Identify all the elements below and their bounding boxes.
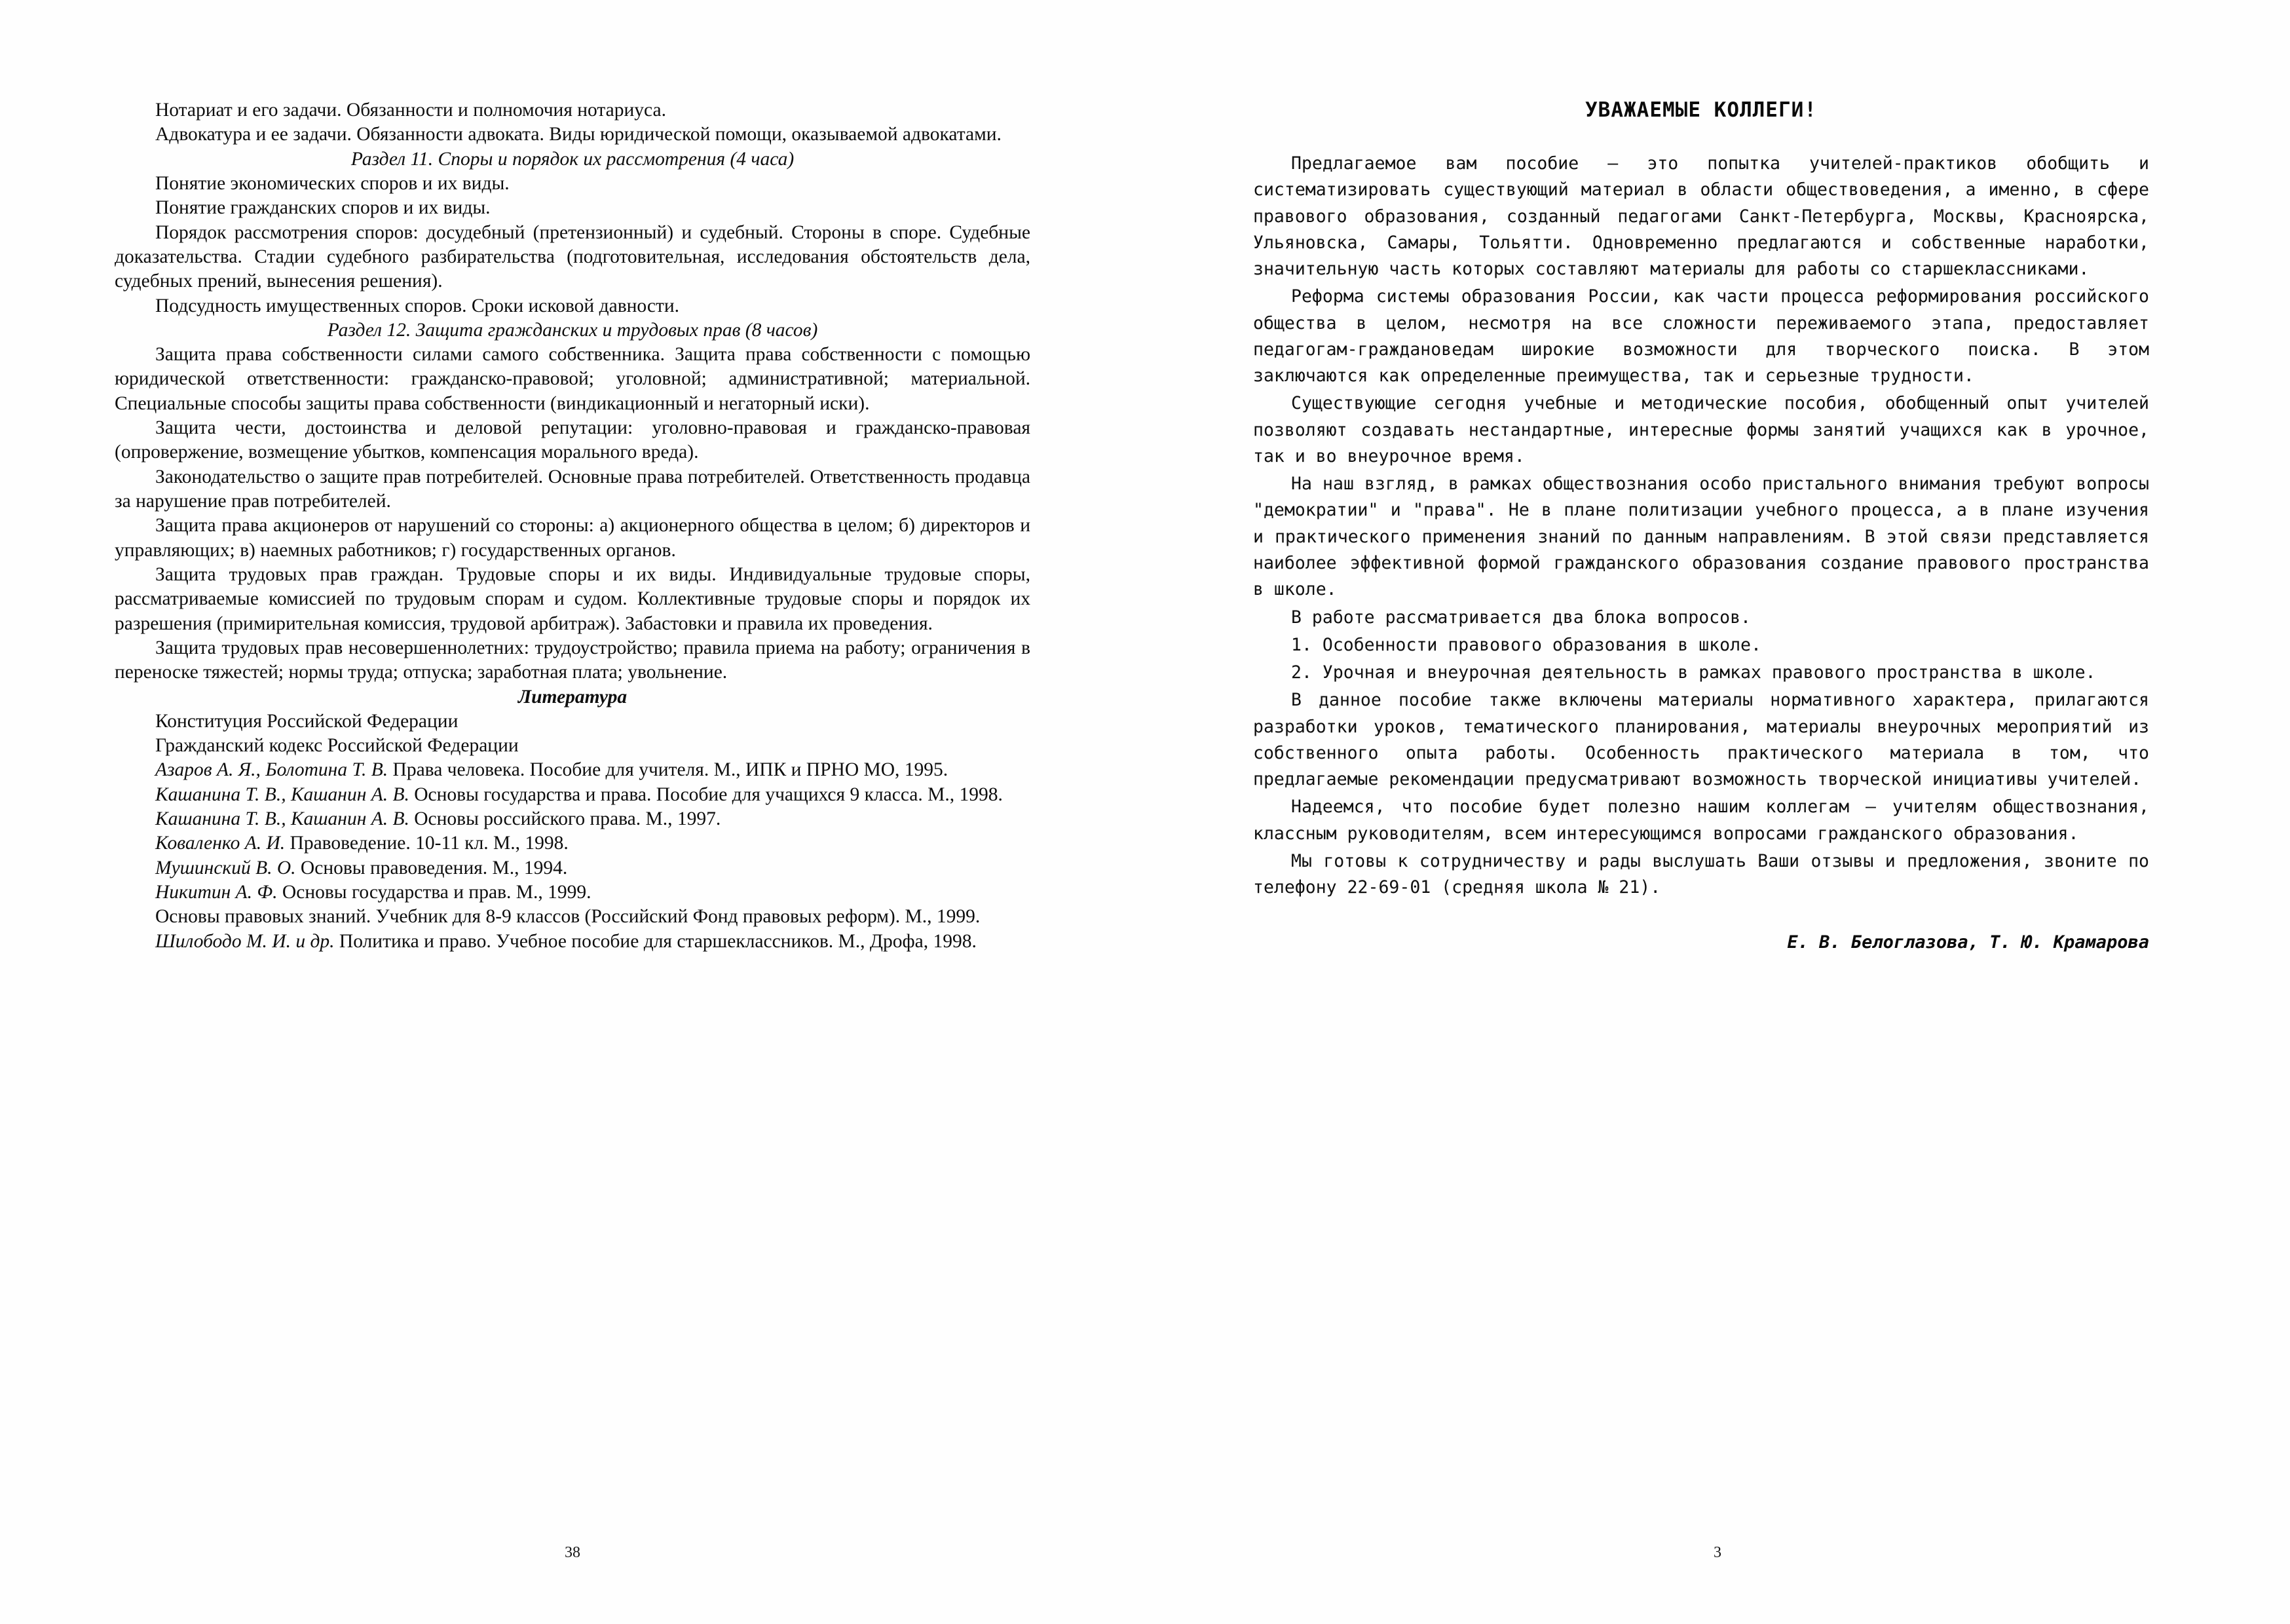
paragraph: Защита трудовых прав несовершеннолетних: трудоустройство; правила приема на работу; ограничения в переноске тяжестей; нормы труда; отпуска; заработная плата; увольнение. <box>115 637 1030 683</box>
reference-text: Основы государства и прав. М., 1999. <box>277 882 591 903</box>
paragraph: Подсудность имущественных споров. Сроки исковой давности. <box>155 295 680 316</box>
page-title: УВАЖАЕМЫЕ КОЛЛЕГИ! <box>1585 98 1817 122</box>
reference-text: Политика и право. Учебное пособие для старшеклассников. М., Дрофа, 1998. <box>334 930 977 952</box>
paragraph: Адвокатура и ее задачи. Обязанности адвоката. Виды юридической помощи, оказываемой адвокатами. <box>155 124 1002 145</box>
list-item <box>115 734 1030 758</box>
paragraph: Защита права акционеров от нарушений со стороны: а) акционерного общества в целом; б) директоров и управляющих; в) наемных работников; г) государственных органов. <box>115 515 1030 561</box>
list-item <box>115 905 1030 929</box>
paragraph: Понятие гражданских споров и их виды. <box>155 197 491 219</box>
reference-list <box>115 709 1030 954</box>
paragraph: На наш взгляд, в рамках обществознания особо пристального внимания требуют вопросы "демократии" и "права". Не в плане политизации учебного процесса, а в плане изучения и практического применения знаний по данным направлениям. В этой связи представляется наиболее эффективной формой гражданского образования создание правового пространства в школе. <box>1253 474 2149 600</box>
reference-text: Права человека. Пособие для учителя. М., ИПК и ПРНО МО, 1995. <box>388 759 948 781</box>
paragraph: Порядок рассмотрения споров: досудебный (претензионный) и судебный. Стороны в споре. Судебные доказательства. Стадии судебного разбирательства (подготовительная, исследования обстоятельств дела, судебных прений, вынесения решения). <box>115 221 1030 292</box>
page-number-left: 38 <box>565 1544 580 1561</box>
paragraph: Понятие экономических споров и их виды. <box>155 172 510 194</box>
page-number-right: 3 <box>1714 1544 1721 1561</box>
reference-text: Основы правоведения. М., 1994. <box>295 857 568 878</box>
list-item <box>115 758 1030 782</box>
section-heading-11: Раздел 11. Споры и порядок их рассмотрения (4 часа) <box>350 148 795 170</box>
list-item: 2. Урочная и внеурочная деятельность в рамках правового пространства в школе. <box>1291 662 2096 683</box>
reference-authors: Никитин А. Ф. <box>155 882 278 903</box>
paragraph: Защита права собственности силами самого собственника. Защита права собственности с помощью юридической ответственности: гражданско-правовой; уголовной; административной; материальной. Специальные способы защиты права собственности (виндикационный и негаторный иски). <box>115 344 1030 414</box>
paragraph: Защита трудовых прав граждан. Трудовые споры и их виды. Индивидуальные трудовые споры, рассматриваемые комиссией по трудовым спорам и судом. Коллективные трудовые споры и порядок их разрешения (примирительная комиссия, трудовой арбитраж). Забастовки и правила их проведения. <box>115 563 1030 634</box>
paragraph: Надеемся, что пособие будет полезно нашим коллегам – учителям обществознания, классным руководителям, всем интересующимся вопросами гражданского образования. <box>1253 797 2149 844</box>
section-heading-12: Раздел 12. Защита гражданских и трудовых прав (8 часов) <box>327 319 818 341</box>
paragraph: В работе рассматривается два блока вопросов. <box>1291 607 1751 628</box>
signature: Е. В. Белоглазова, Т. Ю. Крамарова <box>1787 932 2149 953</box>
reference-text: Основы правовых знаний. Учебник для 8-9 классов (Российский Фонд правовых реформ). М., 1999. <box>155 906 981 928</box>
reference-text: Основы российского права. М., 1997. <box>409 808 721 830</box>
list-item <box>115 709 1030 734</box>
paragraph: В данное пособие также включены материалы нормативного характера, прилагаются разработки уроков, тематического планирования, материалы внеурочных мероприятий из собственного опыта работы. Особенность практического материала в том, что предлагаемые рекомендации предусматривают возможность творческой инициативы учителей. <box>1253 690 2149 790</box>
reference-authors: Коваленко А. И. <box>155 833 286 854</box>
list-item <box>115 880 1030 905</box>
reference-authors: Кашанина Т. В., Кашанин А. В. <box>155 808 409 830</box>
literature-heading: Литература <box>517 686 628 708</box>
reference-text: Конституция Российской Федерации <box>155 710 459 732</box>
reference-text: Основы государства и права. Пособие для учащихся 9 класса. М., 1998. <box>409 784 1003 805</box>
paragraph: Реформа системы образования России, как части процесса реформирования российского общества в целом, несмотря на все сложности переживаемого этапа, предоставляет педагогам-граждановедам широкие возможности для творческого поиска. В этом заключаются как определенные преимущества, так и серьезные трудности. <box>1253 286 2149 387</box>
list-item <box>115 856 1030 880</box>
list-item <box>115 831 1030 856</box>
reference-authors: Мушинский В. О. <box>155 857 296 878</box>
list-item <box>115 783 1030 807</box>
right-page-content <box>1253 151 2149 901</box>
paragraph: Законодательство о защите прав потребителей. Основные права потребителей. Ответственность продавца за нарушение прав потребителей. <box>115 466 1030 512</box>
reference-text: Гражданский кодекс Российской Федерации <box>155 735 519 757</box>
paragraph: Нотариат и его задачи. Обязанности и полномочия нотариуса. <box>155 100 666 121</box>
list-item <box>115 807 1030 831</box>
paragraph: Предлагаемое вам пособие – это попытка учителей-практиков обобщить и систематизировать существующий материал в области обществоведения, а именно, в сфере правового образования, созданный педагогами Санкт-Петербурга, Москвы, Красноярска, Ульяновска, Самары, Тольятти. Одновременно предлагаются и собственные наработки, значительную часть которых составляют материалы для работы со старшеклассниками. <box>1253 153 2149 280</box>
list-item <box>115 930 1030 954</box>
left-page-content <box>115 98 1030 954</box>
paragraph: Существующие сегодня учебные и методические пособия, обобщенный опыт учителей позволяют создавать нестандартные, интересные формы занятий учащихся как в урочное, так и во внеурочное время. <box>1253 393 2149 466</box>
reference-text: Правоведение. 10-11 кл. М., 1998. <box>285 833 569 854</box>
reference-authors: Азаров А. Я., Болотина Т. В. <box>155 759 388 781</box>
paragraph: Защита чести, достоинства и деловой репутации: уголовно-правовая и гражданско-правовая (опровержение, возмещение убытков, компенсация морального вреда). <box>115 417 1030 463</box>
reference-authors: Шилободо М. И. и др. <box>155 930 335 952</box>
list-item: 1. Особенности правового образования в школе. <box>1291 634 1761 655</box>
right-page <box>1145 0 2290 1624</box>
paragraph: Мы готовы к сотрудничеству и рады выслушать Ваши отзывы и предложения, звоните по телефону 22-69-01 (средняя школа № 21). <box>1253 850 2149 898</box>
reference-authors: Кашанина Т. В., Кашанин А. В. <box>155 784 409 805</box>
